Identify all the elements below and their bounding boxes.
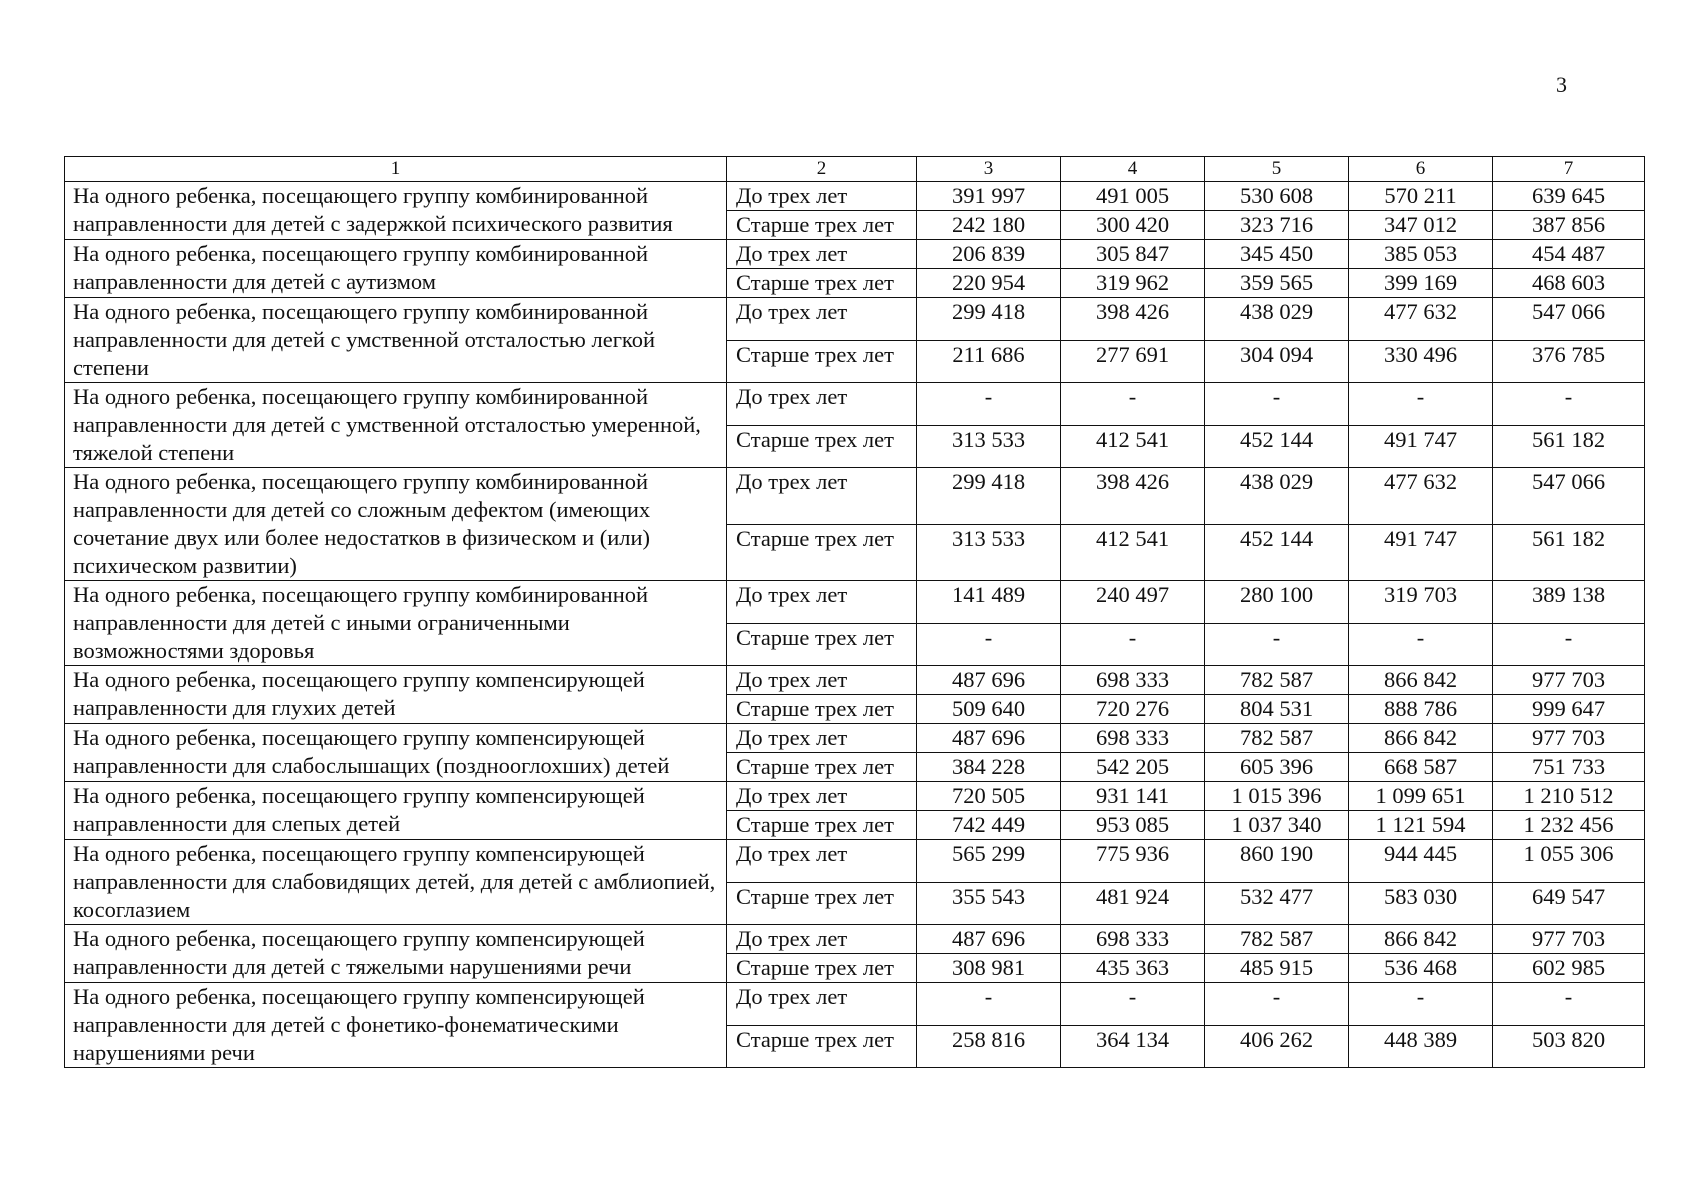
cost-value: 953 085 [1061,811,1205,840]
cost-value: 355 543 [917,882,1061,925]
cost-value: 435 363 [1061,954,1205,983]
row-description: На одного ребенка, посещающего группу компенсирующей направленности для слабослышащих (позднооглохших) детей [65,724,727,782]
age-group-label: Старше трех лет [727,524,917,581]
cost-value: - [917,383,1061,426]
row-description: На одного ребенка, посещающего группу компенсирующей направленности для детей с тяжелыми нарушениями речи [65,925,727,983]
cost-value: 888 786 [1349,695,1493,724]
cost-value: 211 686 [917,340,1061,383]
cost-value: 399 169 [1349,269,1493,298]
cost-value: 468 603 [1493,269,1645,298]
cost-value: - [1061,623,1205,666]
cost-value: 359 565 [1205,269,1349,298]
cost-value: 509 640 [917,695,1061,724]
age-group-label: До трех лет [727,666,917,695]
cost-value: 313 533 [917,524,1061,581]
cost-value: 387 856 [1493,211,1645,240]
cost-value: 305 847 [1061,240,1205,269]
row-description: На одного ребенка, посещающего группу комбинированной направленности для детей с иными ограниченными возможностями здоровья [65,581,727,666]
age-group-label: До трех лет [727,782,917,811]
cost-value: 782 587 [1205,724,1349,753]
cost-value: - [1493,623,1645,666]
table-row [65,782,1645,811]
cost-value: - [1205,383,1349,426]
cost-value: 308 981 [917,954,1061,983]
column-number: 2 [727,157,917,182]
age-group-label: До трех лет [727,298,917,341]
cost-value: - [1061,383,1205,426]
row-description: На одного ребенка, посещающего группу комбинированной направленности для детей со сложным дефектом (имеющих сочетание двух или более недостатков в физическом и (или) психическом развитии) [65,468,727,581]
cost-value: - [1061,983,1205,1026]
cost-value: 330 496 [1349,340,1493,383]
cost-value: 977 703 [1493,724,1645,753]
row-description: На одного ребенка, посещающего группу компенсирующей направленности для детей с фонетико-фонематическими нарушениями речи [65,983,727,1068]
normative-cost-table [64,156,1645,1068]
cost-value: 376 785 [1493,340,1645,383]
age-group-label: До трех лет [727,383,917,426]
cost-value: 503 820 [1493,1025,1645,1068]
age-group-label: До трех лет [727,182,917,211]
cost-value: 406 262 [1205,1025,1349,1068]
table-row [65,240,1645,269]
cost-value: - [1493,983,1645,1026]
cost-value: - [917,623,1061,666]
cost-value: 782 587 [1205,925,1349,954]
cost-value: - [917,983,1061,1026]
age-group-label: Старше трех лет [727,954,917,983]
cost-value: 491 747 [1349,425,1493,468]
cost-value: - [1205,623,1349,666]
cost-value: 412 541 [1061,425,1205,468]
cost-value: 649 547 [1493,882,1645,925]
row-description: На одного ребенка, посещающего группу комбинированной направленности для детей с умственной отсталостью легкой степени [65,298,727,383]
age-group-label: Старше трех лет [727,695,917,724]
cost-value: 742 449 [917,811,1061,840]
cost-value: 485 915 [1205,954,1349,983]
cost-value: 866 842 [1349,666,1493,695]
cost-value: 866 842 [1349,925,1493,954]
cost-value: - [1349,383,1493,426]
age-group-label: Старше трех лет [727,811,917,840]
table-row [65,298,1645,341]
cost-value: 389 138 [1493,581,1645,624]
table-row [65,840,1645,883]
cost-value: - [1205,983,1349,1026]
cost-value: 1 055 306 [1493,840,1645,883]
row-description: На одного ребенка, посещающего группу компенсирующей направленности для глухих детей [65,666,727,724]
cost-value: 698 333 [1061,666,1205,695]
cost-value: 720 505 [917,782,1061,811]
cost-value: 561 182 [1493,425,1645,468]
cost-value: 530 608 [1205,182,1349,211]
cost-value: 206 839 [917,240,1061,269]
cost-value: 345 450 [1205,240,1349,269]
cost-value: 977 703 [1493,666,1645,695]
cost-value: 299 418 [917,298,1061,341]
column-number-row [65,157,1645,182]
age-group-label: Старше трех лет [727,753,917,782]
cost-value: 220 954 [917,269,1061,298]
cost-value: 319 962 [1061,269,1205,298]
cost-value: 319 703 [1349,581,1493,624]
column-number: 1 [65,157,727,182]
age-group-label: До трех лет [727,983,917,1026]
cost-value: 999 647 [1493,695,1645,724]
age-group-label: Старше трех лет [727,623,917,666]
cost-value: 454 487 [1493,240,1645,269]
cost-value: 931 141 [1061,782,1205,811]
cost-value: 532 477 [1205,882,1349,925]
cost-value: 605 396 [1205,753,1349,782]
cost-value: - [1349,623,1493,666]
cost-value: 565 299 [917,840,1061,883]
cost-value: 438 029 [1205,298,1349,341]
cost-value: 391 997 [917,182,1061,211]
cost-value: 412 541 [1061,524,1205,581]
cost-value: 242 180 [917,211,1061,240]
cost-value: 323 716 [1205,211,1349,240]
cost-value: - [1349,983,1493,1026]
table-row [65,383,1645,426]
cost-value: 384 228 [917,753,1061,782]
cost-value: 477 632 [1349,468,1493,525]
cost-value: 491 747 [1349,524,1493,581]
cost-value: 141 489 [917,581,1061,624]
age-group-label: Старше трех лет [727,269,917,298]
cost-value: 487 696 [917,724,1061,753]
age-group-label: Старше трех лет [727,211,917,240]
cost-value: 487 696 [917,925,1061,954]
table-row [65,581,1645,624]
cost-value: 944 445 [1349,840,1493,883]
cost-value: 313 533 [917,425,1061,468]
cost-value: 304 094 [1205,340,1349,383]
cost-value: 536 468 [1349,954,1493,983]
table-row [65,468,1645,525]
table-row [65,983,1645,1026]
cost-value: 542 205 [1061,753,1205,782]
cost-value: 448 389 [1349,1025,1493,1068]
table-row [65,925,1645,954]
age-group-label: Старше трех лет [727,1025,917,1068]
row-description: На одного ребенка, посещающего группу комбинированной направленности для детей с аутизмом [65,240,727,298]
age-group-label: До трех лет [727,724,917,753]
cost-value: 280 100 [1205,581,1349,624]
row-description: На одного ребенка, посещающего группу компенсирующей направленности для слабовидящих детей, для детей с амблиопией, косоглазием [65,840,727,925]
cost-value: 300 420 [1061,211,1205,240]
row-description: На одного ребенка, посещающего группу комбинированной направленности для детей с задержкой психического развития [65,182,727,240]
cost-value: 570 211 [1349,182,1493,211]
cost-value: 452 144 [1205,524,1349,581]
cost-value: 561 182 [1493,524,1645,581]
cost-value: 438 029 [1205,468,1349,525]
column-number: 3 [917,157,1061,182]
cost-value: 804 531 [1205,695,1349,724]
column-number: 6 [1349,157,1493,182]
cost-value: 602 985 [1493,954,1645,983]
age-group-label: Старше трех лет [727,340,917,383]
cost-value: 299 418 [917,468,1061,525]
age-group-label: До трех лет [727,581,917,624]
cost-value: 775 936 [1061,840,1205,883]
cost-value: 277 691 [1061,340,1205,383]
column-number: 5 [1205,157,1349,182]
cost-value: 751 733 [1493,753,1645,782]
age-group-label: До трех лет [727,840,917,883]
cost-value: 1 121 594 [1349,811,1493,840]
table-row [65,724,1645,753]
row-description: На одного ребенка, посещающего группу компенсирующей направленности для слепых детей [65,782,727,840]
cost-value: 385 053 [1349,240,1493,269]
table-row [65,182,1645,211]
cost-value: 698 333 [1061,724,1205,753]
cost-value: 782 587 [1205,666,1349,695]
age-group-label: До трех лет [727,925,917,954]
cost-value: 477 632 [1349,298,1493,341]
cost-value: 1 232 456 [1493,811,1645,840]
cost-value: 491 005 [1061,182,1205,211]
cost-value: 668 587 [1349,753,1493,782]
cost-value: 977 703 [1493,925,1645,954]
cost-value: 240 497 [1061,581,1205,624]
page-number: 3 [1556,72,1567,97]
cost-value: 547 066 [1493,298,1645,341]
cost-value: 720 276 [1061,695,1205,724]
cost-value: 347 012 [1349,211,1493,240]
cost-value: 364 134 [1061,1025,1205,1068]
cost-value: 487 696 [917,666,1061,695]
table-row [65,666,1645,695]
cost-value: 481 924 [1061,882,1205,925]
cost-value: 1 210 512 [1493,782,1645,811]
cost-value: 258 816 [917,1025,1061,1068]
column-number: 4 [1061,157,1205,182]
age-group-label: До трех лет [727,240,917,269]
age-group-label: Старше трех лет [727,425,917,468]
column-number: 7 [1493,157,1645,182]
cost-value: 698 333 [1061,925,1205,954]
cost-value: - [1493,383,1645,426]
cost-value: 398 426 [1061,298,1205,341]
age-group-label: Старше трех лет [727,882,917,925]
cost-value: 860 190 [1205,840,1349,883]
cost-value: 583 030 [1349,882,1493,925]
row-description: На одного ребенка, посещающего группу комбинированной направленности для детей с умственной отсталостью умеренной, тяжелой степени [65,383,727,468]
cost-value: 452 144 [1205,425,1349,468]
cost-value: 1 015 396 [1205,782,1349,811]
cost-value: 1 099 651 [1349,782,1493,811]
cost-value: 1 037 340 [1205,811,1349,840]
cost-value: 866 842 [1349,724,1493,753]
cost-value: 639 645 [1493,182,1645,211]
age-group-label: До трех лет [727,468,917,525]
cost-value: 547 066 [1493,468,1645,525]
cost-value: 398 426 [1061,468,1205,525]
